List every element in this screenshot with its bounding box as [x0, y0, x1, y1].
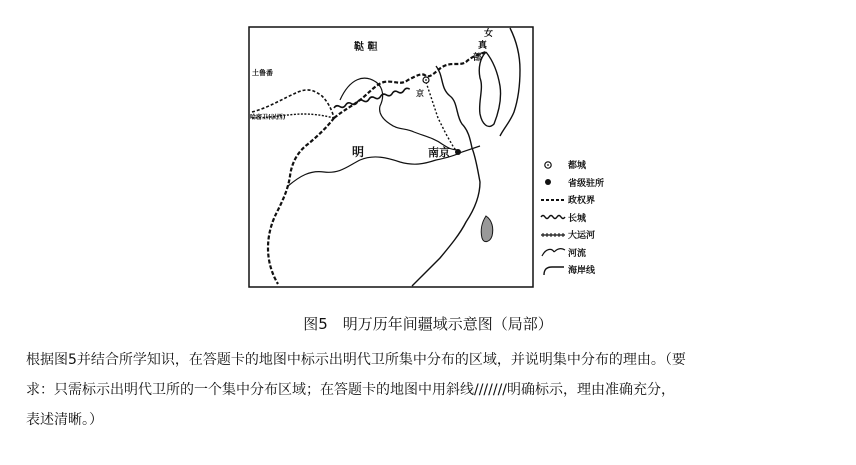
legend-great-wall — [540, 209, 670, 227]
grand-canal-symbol — [540, 229, 566, 241]
legend-label-political-boundary: 政权界 — [568, 196, 596, 207]
label-nuchen-2: 真 — [478, 41, 488, 51]
capital-beijing — [423, 77, 429, 83]
political-boundary-symbol — [540, 194, 566, 206]
legend-river — [540, 244, 670, 262]
legend-grand-canal — [540, 226, 670, 244]
capital-symbol — [540, 159, 566, 171]
map-frame — [249, 27, 533, 287]
legend-label-grand-canal: 大运河 — [568, 231, 596, 242]
legend-label-coastline: 海岸线 — [568, 266, 596, 277]
legend-label-river: 河流 — [568, 248, 587, 259]
label-beijing: 京 — [416, 89, 424, 98]
label-nuchen-1: 女 — [484, 29, 494, 39]
provincial-seat-nanjing — [455, 149, 461, 155]
question-line-3: 表述清晰。） — [26, 412, 103, 428]
legend-provincial-seat — [540, 174, 670, 192]
river-symbol — [540, 246, 566, 258]
question-line-2: 求：只需标示出明代卫所的一个集中分布区域；在答题卡的地图中用斜线///////明确标示，理由准确充分， — [26, 382, 676, 398]
legend-coastline — [540, 261, 670, 279]
legend-political-boundary — [540, 191, 670, 209]
legend-label-great-wall: 长城 — [568, 213, 587, 224]
legend-label-capital: 都城 — [568, 161, 587, 172]
coastline-symbol — [540, 264, 566, 276]
label-nuchen-3: 部 — [473, 53, 483, 63]
legend-capital — [540, 156, 670, 174]
figure-caption: 图5 明万历年间疆域示意图（局部） — [303, 315, 553, 333]
label-tatar: 鞑 靼 — [354, 42, 378, 53]
provincial-seat-symbol — [540, 176, 566, 188]
label-nanjing: 南京 — [428, 146, 450, 159]
great-wall-symbol — [540, 211, 566, 223]
legend-label-provincial-seat: 省级驻所 — [568, 178, 605, 189]
label-tumote: 土鲁番 — [252, 69, 273, 77]
ming-territory-map — [248, 26, 534, 288]
map-legend — [540, 156, 670, 279]
question-text — [26, 345, 841, 435]
question-line-1: 根据图5并结合所学知识，在答题卡的地图中标示出明代卫所集中分布的区域，并说明集中分布的理由。（要 — [26, 352, 686, 368]
label-ming: 明 — [352, 145, 365, 159]
label-hami: 哈密卫(以西) — [250, 114, 286, 121]
